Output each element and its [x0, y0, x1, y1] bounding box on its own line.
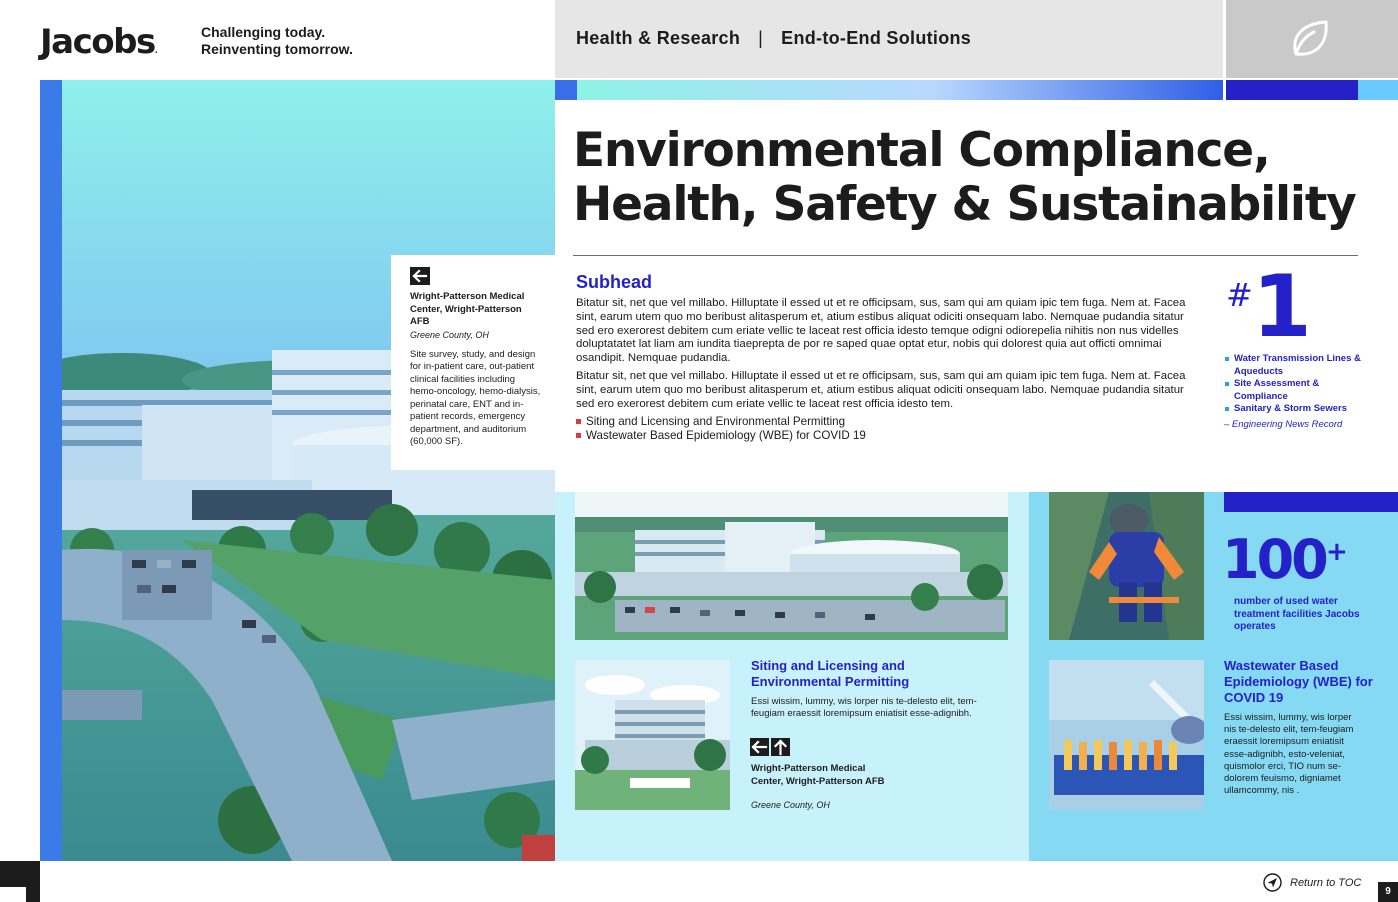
jacobs-logo: Jacobs. [40, 22, 157, 62]
title-divider [573, 255, 1358, 256]
return-to-toc-label[interactable]: Return to TOC [1290, 876, 1362, 889]
return-to-toc-link[interactable] [1263, 873, 1361, 892]
corner-mark [0, 861, 40, 902]
accent-strip-navy [1226, 80, 1358, 100]
accent-strip-blue [555, 80, 577, 100]
rank-item: Sanitary & Storm Sewers [1225, 403, 1365, 416]
lower-panel-accent [1224, 492, 1398, 512]
stat-description: number of used water treatment facilities Jacobs operates [1234, 596, 1360, 632]
rank-item: Site Assessment & Compliance [1225, 378, 1365, 403]
arrow-left-icon [410, 267, 430, 285]
accent-strip-sky [1358, 80, 1398, 100]
siting-description: Essi wissim, lummy, wis lorper nis te-delesto elit, tem-feugiam eraessit loremipsum eniatisit esse-adignibh. [751, 696, 977, 719]
siting-caption-location: Greene County, OH [751, 800, 830, 810]
tagline [201, 24, 353, 58]
arrow-left-up-icon [750, 738, 790, 756]
body-paragraph-2: Bitatur sit, net que vel millabo. Hilluptate il essed ut et re officipsam, sus, sam qui am quiam ipic tem fuga. Nem at. Facea sint, earum utem quo mo beribust alitasperum et, atium estibus aliquat odiciti onsequam labo. Nemquae pudandia sitatur sed ero exerorest debitem cum eriate vellic te laceat rest officia idesto tem. [576, 369, 1186, 410]
accent-strip-gradient [577, 80, 1223, 100]
logo-registered-mark: . [154, 46, 157, 55]
hospital-building-photo [575, 660, 730, 810]
nav-separator: | [758, 28, 764, 48]
rank-list [1225, 353, 1365, 416]
body-text [576, 297, 1196, 443]
hero-caption-description: Site survey, study, and design for in-patient care, out-patient clinical facilities including hemo-oncology, hemo-dialysis, perinatal care, ENT and in-patient records, emergency department, and auditorium (60,000 SF). [410, 348, 541, 447]
service-bullet-list [576, 415, 1196, 443]
siting-caption-title: Wright-Patterson Medical Center, Wright-Patterson AFB [751, 763, 885, 787]
page-title-line-2: Health, Safety & Sustainability [573, 177, 1356, 232]
rank-hash: # [1226, 276, 1253, 314]
stat-value: 100 [1222, 528, 1326, 591]
wbe-heading: Wastewater Based Epidemiology (WBE) for COVID 19 [1224, 658, 1373, 705]
bullet-item: Wastewater Based Epidemiology (WBE) for COVID 19 [576, 429, 1196, 443]
page-title [573, 124, 1373, 232]
tagline-line-2: Reinventing tomorrow. [201, 41, 353, 57]
nav-health-research[interactable]: Health & Research [576, 28, 741, 48]
rank-source: – Engineering News Record [1224, 419, 1343, 430]
hero-caption-location: Greene County, OH [410, 329, 489, 340]
stat-suffix: + [1326, 537, 1348, 567]
siting-heading: Siting and Licensing and Environmental Permitting [751, 658, 910, 689]
tagline-line-1: Challenging today. [201, 24, 326, 40]
campus-wide-photo [575, 492, 1008, 640]
field-worker-photo [1049, 492, 1204, 640]
left-accent-bar [40, 80, 62, 861]
paper-plane-icon [1263, 873, 1282, 892]
rank-item: Water Transmission Lines & Aqueducts [1225, 353, 1365, 378]
medical-center-aerial-photo [62, 80, 555, 861]
leaf-icon [1286, 14, 1334, 62]
lab-samples-photo [1049, 660, 1204, 810]
body-paragraph-1: Bitatur sit, net que vel millabo. Hilluptate il essed ut et re officipsam, sus, sam qui am quiam ipic tem fuga. Nem at. Facea sint, earum utem quo mo beribust alitasperum et, atium estibus aliquat odiciti onsequam labo. Nemquae pudandia sitatur sed ero exerorest debitem cum eriate vellic te laceat rest officia idesto temque odigni odiorepelia nihitis non nus videlles doluptatatet lat liam am iundita tiaeprepta de por re saped quae optat etur, nobis qui dolorest quia aut officti omnimai osandipit. Nemquae pudandia. [576, 297, 1186, 365]
wbe-description: Essi wissim, lummy, wis lorper nis te-delesto elit, tem-feugiam eraessit loremipsum eniatisit esse-adignibh, esto-veleniat, quismolor erci, TIO num se-dolorem feuismo, digniamet ullamcommy, nis . [1224, 712, 1354, 797]
page-title-line-1: Environmental Compliance, [573, 123, 1270, 178]
bullet-item: Siting and Licensing and Environmental Permitting [576, 415, 1196, 429]
header-breadcrumb [576, 28, 971, 49]
hero-caption-title: Wright-Patterson Medical Center, Wright-Patterson AFB [410, 291, 525, 327]
page-number: 9 [1378, 882, 1398, 902]
rank-number: 1 [1252, 257, 1308, 357]
subhead: Subhead [576, 272, 653, 292]
hero-caption-box [391, 255, 555, 470]
nav-end-to-end-solutions[interactable]: End-to-End Solutions [781, 28, 972, 48]
